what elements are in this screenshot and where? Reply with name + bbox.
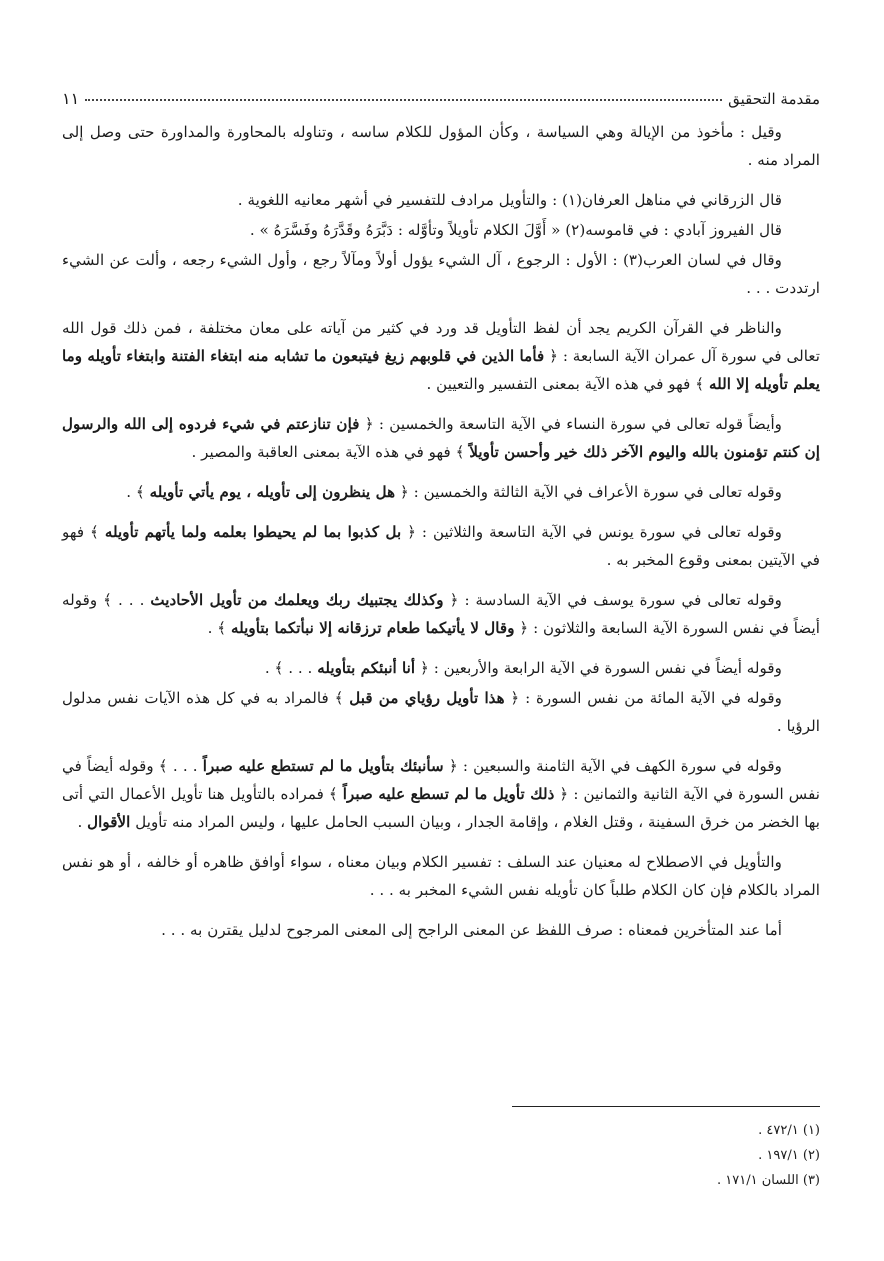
paragraph-text: . . . ﴾ . <box>264 659 318 677</box>
paragraph-6 <box>62 410 820 466</box>
paragraph-text: ﴾ فهو في الآيتين بمعنى وقوع المخبر به . <box>62 523 820 569</box>
footnote-2: (٢) ١٩٧/١ . <box>758 1148 820 1163</box>
paragraph-1 <box>62 118 820 174</box>
quran-quote: أنا أنبئكم بتأويله <box>317 659 416 677</box>
paragraph-text: ﴾ . <box>207 619 231 637</box>
quran-quote: وكذلك يجتبيك ربك ويعلمك من تأويل الأحاديث <box>150 591 444 609</box>
quran-quote: هل ينظرون إلى تأويله ، يوم يأتي تأويله <box>149 483 396 501</box>
paragraph-text: وأيضاً قوله تعالى في سورة النساء في الآية التاسعة والخمسين : ﴿ <box>359 415 782 433</box>
paragraph-11 <box>62 684 820 740</box>
quran-quote: بل كذبوا بما لم يحيطوا بعلمه ولما يأتهم تأويله <box>104 523 402 541</box>
paragraph-text: . . . ﴾ وقوله أيضاً في نفس السورة في الآية الثانية والثمانين : ﴿ <box>62 757 820 803</box>
running-header <box>62 80 820 108</box>
quran-quote: سأنبئك بتأويل ما لم تستطع عليه صبراً <box>202 757 444 775</box>
paragraph-text: وقوله تعالى في سورة يونس في الآية التاسعة والثلاثين : ﴿ <box>401 523 782 541</box>
paragraph-12 <box>62 752 820 836</box>
paragraph-text: والتأويل في الاصطلاح له معنيان عند السلف : تفسير الكلام وبيان معناه ، سواء أوافق ظاهره أو خالفه ، أو هو نفس المراد بالكلام فإن كان الكلام طلباً كان تأويله نفس الشيء المخبر به . . . <box>62 853 820 899</box>
quran-quote: هذا تأويل رؤياي من قبل <box>349 689 505 707</box>
paragraph-text: . . . ﴾ وقوله أيضاً في نفس السورة الآية السابعة والثلاثون : ﴿ <box>62 591 820 637</box>
page-number: ١١ <box>62 89 80 108</box>
paragraph-4 <box>62 246 820 302</box>
footnotes <box>420 1118 820 1193</box>
paragraph-text: وقوله في الآية المائة من نفس السورة : ﴿ <box>504 689 782 707</box>
paragraph-7 <box>62 478 820 506</box>
paragraph-14 <box>62 916 820 944</box>
quran-quote: فأما الذين في قلوبهم زيغ فيتبعون ما تشابه منه ابتغاء الفتنة وابتغاء تأويله وما يعلم تأويله إلا الله <box>62 347 820 393</box>
quran-quote: ذلك تأويل ما لم تسطع عليه صبراً <box>342 785 555 803</box>
quran-quote: الأقوال <box>87 813 131 831</box>
paragraph-text: ﴾ فمراده بالتأويل هنا تأويل الأعمال التي أتى بها الخضر من خرق السفينة ، وقتل الغلام ، وإقامة الجدار ، وبيان السبب الحامل عليها ، وليس المراد منه تأويل <box>62 785 820 831</box>
paragraph-text: ﴾ فالمراد به في كل هذه الآيات نفس مدلول الرؤيا . <box>62 689 820 735</box>
paragraph-text: قال الزرقاني في مناهل العرفان(١) : والتأويل مرادف للتفسير في أشهر معانيه اللغوية . <box>237 191 782 209</box>
paragraph-8 <box>62 518 820 574</box>
paragraph-text: أما عند المتأخرين فمعناه : صرف اللفظ عن المعنى الراجح إلى المعنى المرجوح لدليل يقترن به . . . <box>161 921 782 939</box>
paragraph-3 <box>62 216 820 244</box>
footnote-rule <box>512 1106 820 1107</box>
leader-dots <box>85 99 722 101</box>
quran-quote: فإن تنازعتم في شيء فردوه إلى الله والرسول إن كنتم تؤمنون بالله واليوم الآخر ذلك خير وأحسن تأويلاً <box>62 415 820 461</box>
paragraph-10 <box>62 654 820 682</box>
paragraph-text: ﴾ فهو في هذه الآية بمعنى العاقبة والمصير . <box>191 443 470 461</box>
page-body <box>62 118 820 956</box>
paragraph-text: والناظر في القرآن الكريم يجد أن لفظ التأويل قد ورد في كثير من آياته على معان مختلفة ، فمن ذلك قول الله تعالى في سورة آل عمران الآية السابعة : ﴿ <box>62 319 820 365</box>
paragraph-text: وقيل : مأخوذ من الإيالة وهي السياسة ، وكأن المؤول للكلام ساسه ، وتناوله بالمحاورة والمداورة حتى وصل إلى المراد منه . <box>62 123 820 169</box>
paragraph-9 <box>62 586 820 642</box>
paragraph-text: وقوله تعالى في سورة يوسف في الآية السادسة : ﴿ <box>443 591 782 609</box>
paragraph-text: ﴾ . <box>126 483 150 501</box>
running-title: مقدمة التحقيق <box>728 90 820 108</box>
paragraph-5 <box>62 314 820 398</box>
paragraph-text: وقوله في سورة الكهف في الآية الثامنة والسبعين : ﴿ <box>443 757 782 775</box>
paragraph-text: ﴾ فهو في هذه الآية بمعنى التفسير والتعيين . <box>426 375 709 393</box>
paragraph-text: وقوله أيضاً في نفس السورة في الآية الرابعة والأربعين : ﴿ <box>415 659 782 677</box>
paragraph-2 <box>62 186 820 214</box>
paragraph-text: قال الفيروز آبادي : في قاموسه(٢) « أَوَّلَ الكلام تأويلاً وتأوَّله : دَبَّرَهُ وقَدَّرَهُ وفَسَّرَهُ » . <box>249 221 782 239</box>
footnote-1: (١) ٤٧٢/١ . <box>758 1123 820 1138</box>
paragraph-13 <box>62 848 820 904</box>
quran-quote: وقال لا يأتيكما طعام ترزقانه إلا نبأتكما بتأويله <box>230 619 515 637</box>
paragraph-text: وقال في لسان العرب(٣) : الأول : الرجوع ، آل الشيء يؤول أولاً ومآلاً رجع ، وأول الشيء رجعه ، وألت عن الشيء ارتددت . . . <box>62 251 820 297</box>
paragraph-text: . <box>77 813 88 831</box>
paragraph-text: وقوله تعالى في سورة الأعراف في الآية الثالثة والخمسين : ﴿ <box>395 483 782 501</box>
footnote-3: (٣) اللسان ١٧١/١ . <box>717 1173 820 1188</box>
